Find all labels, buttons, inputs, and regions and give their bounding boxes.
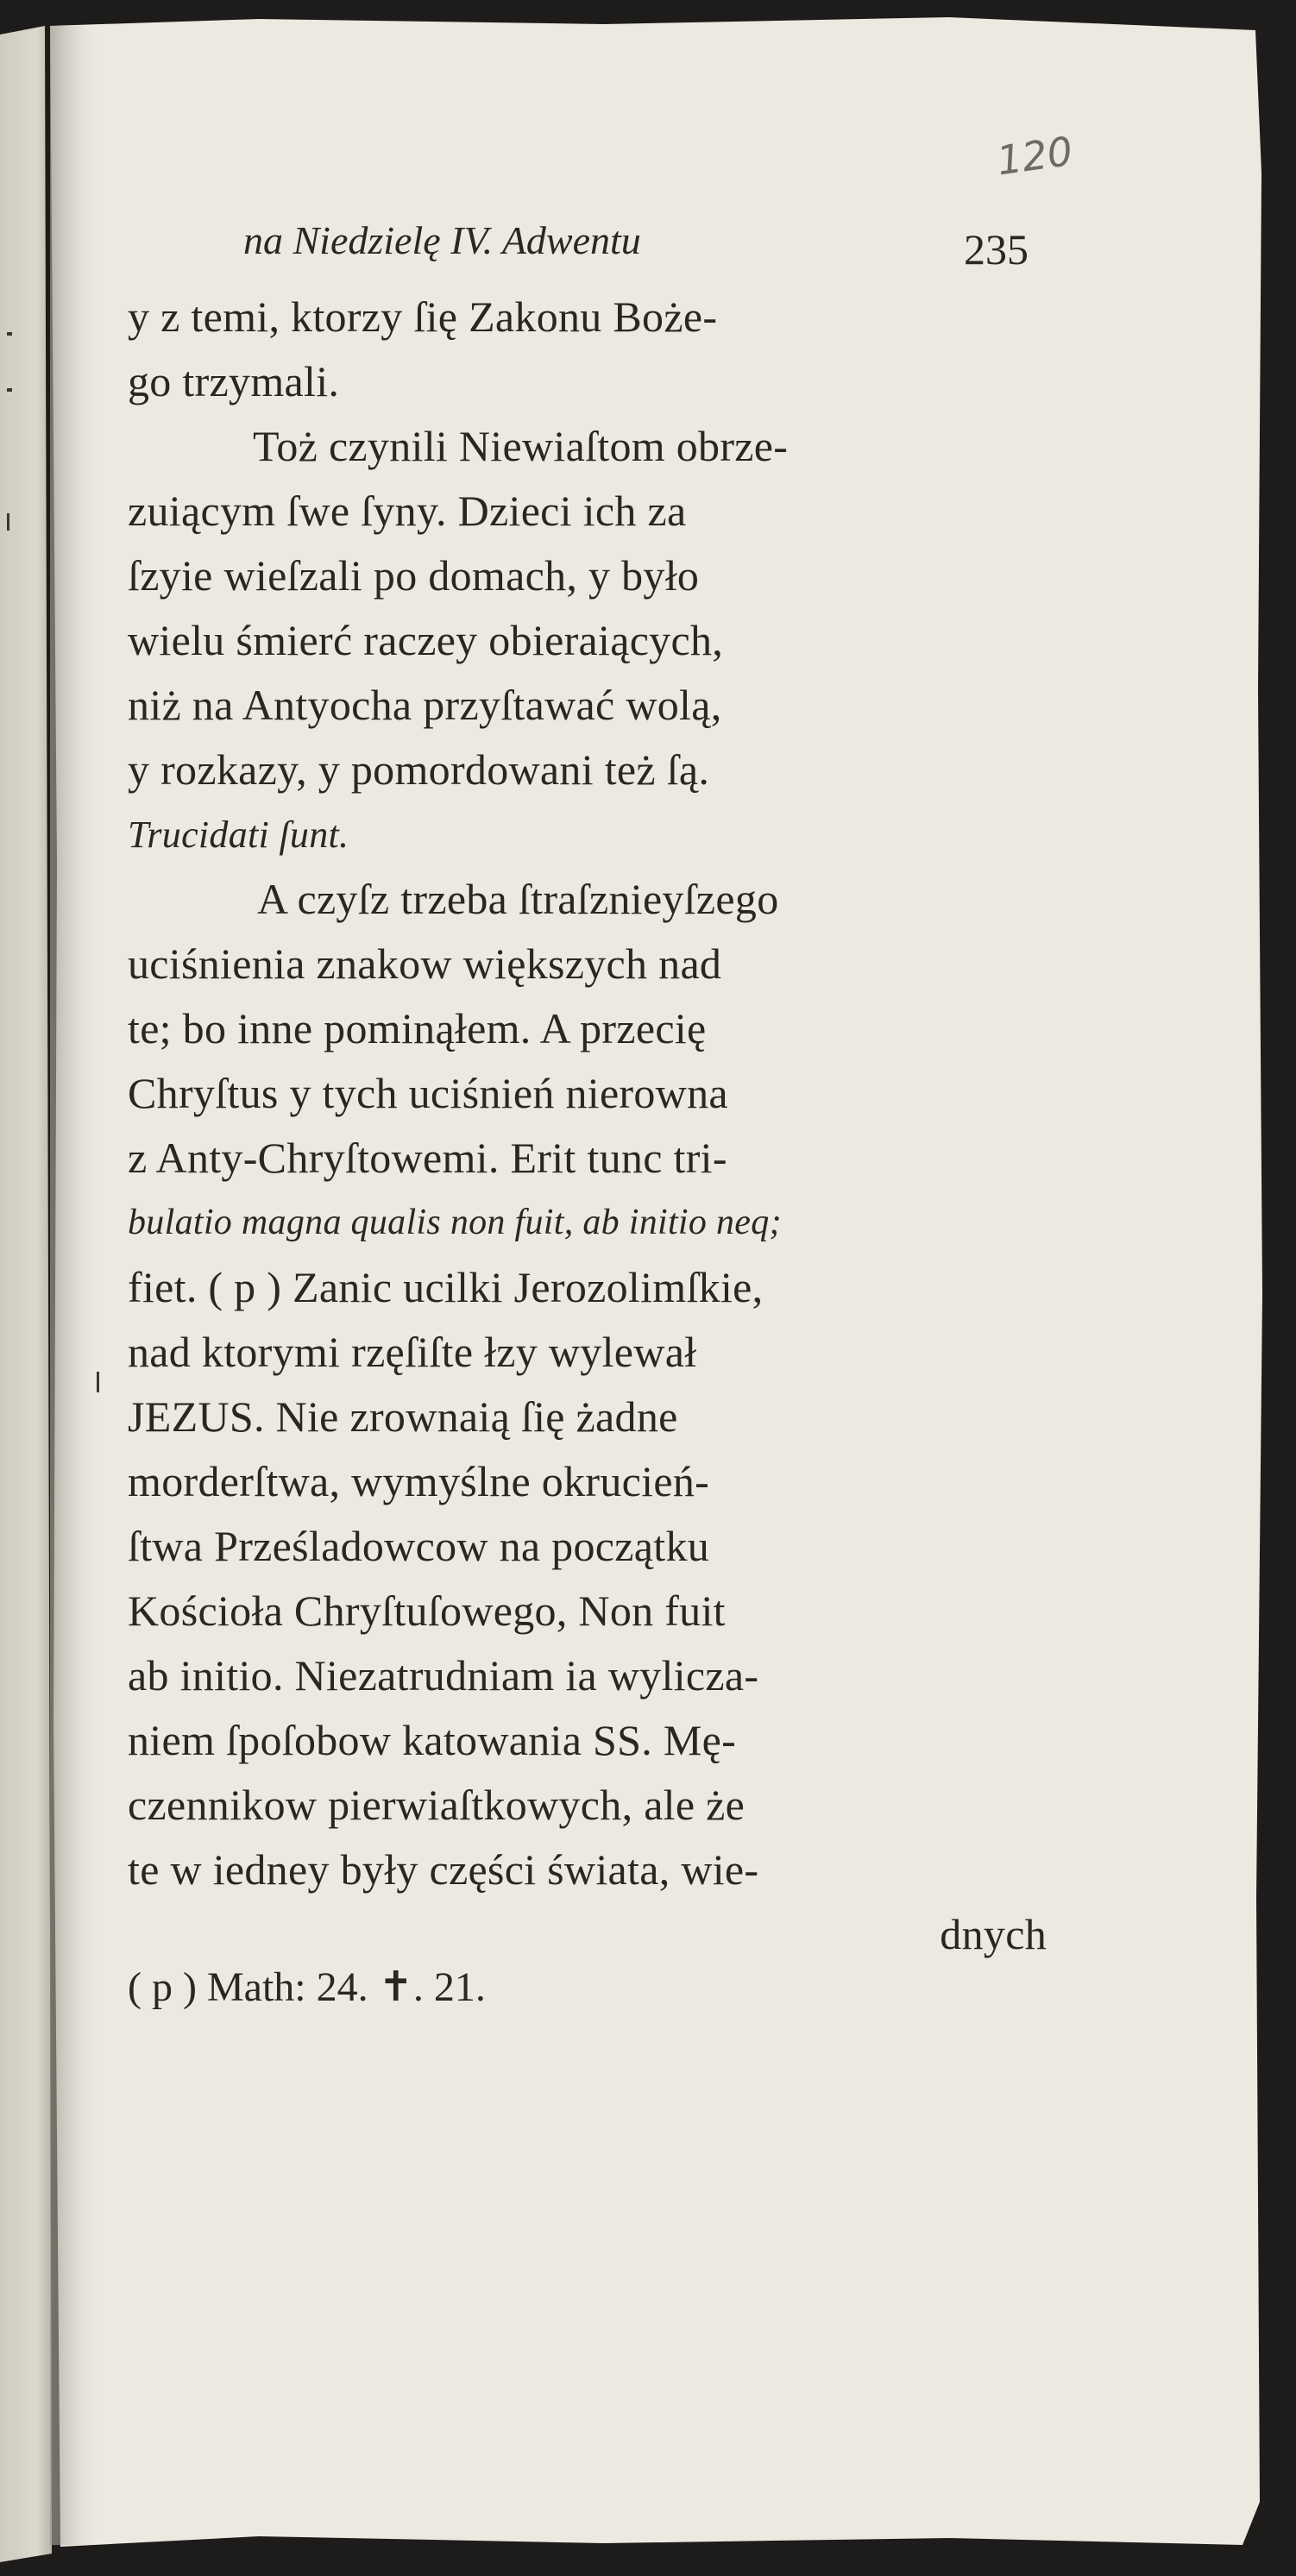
text-line: te; bo inne pominąłem. A przecię [128, 1004, 707, 1052]
text-line: go trzymali. [128, 357, 340, 405]
text-line: te w iedney były części świata, wie- [128, 1845, 759, 1894]
latin-quote: bulatio magna qualis non fuit, ab initio neq; [128, 1203, 782, 1242]
catchword: dnych [940, 1910, 1047, 1958]
page-header [243, 217, 1037, 278]
text-line: nad ktorymi rzęſiſte łzy wylewał [128, 1328, 697, 1376]
handwritten-page-number: 120 [993, 127, 1076, 185]
text-line: czennikow pierwiaſtkowych, ale że [128, 1781, 746, 1829]
text-line: morderſtwa, wymyślne okrucień- [128, 1457, 710, 1505]
text-line: Chryſtus y tych uciśnień nierowna [128, 1069, 728, 1117]
text-line: JEZUS. Nie zrownaią ſię żadne [128, 1392, 678, 1441]
text-line: niż na Antyocha przyſtawać wolą, [128, 681, 722, 729]
text-line: ab initio. Niezatrudniam ia wylicza- [128, 1651, 759, 1700]
text-line: z Anty-Chryſtowemi. Erit tunc tri- [128, 1134, 727, 1182]
paragraph-first-line: A czyſz trzeba ſtraſznieyſzego [257, 875, 779, 923]
body-text [128, 285, 1047, 1967]
footnote: ( p ) Math: 24. ✝. 21. [128, 1964, 486, 2010]
text-line: y rozkazy, y pomordowani też ſą. [128, 745, 710, 794]
text-line: y z temi, ktorzy ſię Zakonu Boże- [128, 292, 718, 341]
text-line: Kościoła Chryſtuſowego, Non fuit [128, 1586, 726, 1635]
text-line: uciśnienia znakow większych nad [128, 939, 722, 988]
paragraph-first-line: Toż czynili Niewiaſtom obrze- [253, 422, 789, 470]
text-line: ſtwa Prześladowcow na początku [128, 1522, 710, 1570]
text-line: fiet. ( p ) Zanic ucilki Jerozolimſkie, [128, 1263, 764, 1311]
text-line: ſzyie wieſzali po domach, y było [128, 551, 700, 600]
running-head: na Niedzielę IV. Adwentu [243, 218, 641, 262]
text-line: wielu śmierć raczey obieraiących, [128, 616, 724, 664]
page-number: 235 [964, 225, 1029, 273]
latin-quote: Trucidati ſunt. [128, 814, 349, 856]
text-line: niem ſpoſobow katowania SS. Mę- [128, 1716, 737, 1764]
text-line: zuiącym ſwe ſyny. Dzieci ich za [128, 487, 687, 535]
